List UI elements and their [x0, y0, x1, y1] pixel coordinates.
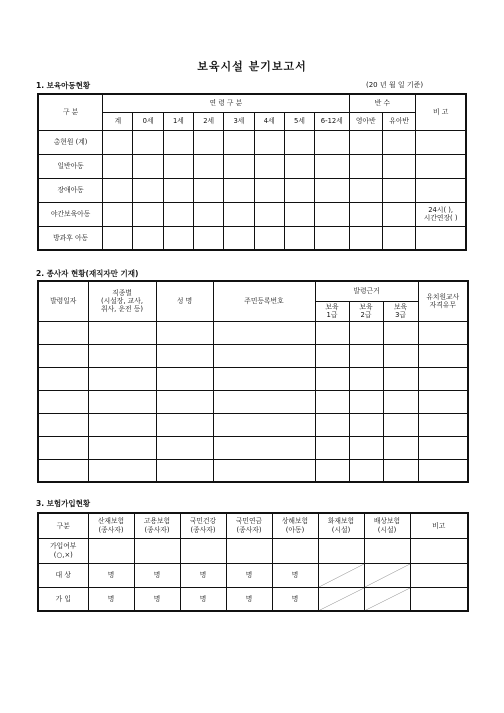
section-2-heading: 2. 종사자 현황(재직자만 기재)	[36, 269, 139, 278]
age-header: 4세	[254, 112, 284, 130]
insurance-header: 산재보험 (종사자)	[88, 513, 134, 538]
page-title: 보육시설 분기보고서	[197, 60, 307, 73]
resident-number-header: 주민등록번호	[213, 281, 315, 321]
diagonal-cell	[318, 587, 364, 611]
note-header: 비 고	[416, 94, 466, 130]
unit-label: 명	[88, 587, 134, 611]
table-row	[38, 226, 466, 250]
unit-label: 명	[272, 587, 318, 611]
staff-status-table	[37, 280, 469, 483]
gubun-header: 구분	[38, 513, 88, 538]
row-label: 총현원 (계)	[38, 130, 103, 154]
row-label: 가입여부 (○,×)	[38, 538, 88, 563]
row-label: 대 상	[38, 563, 88, 587]
unit-label: 명	[180, 587, 226, 611]
name-header: 성 명	[156, 281, 213, 321]
note-header: 비고	[410, 513, 468, 538]
insurance-header: 고용보험 (종사자)	[134, 513, 180, 538]
age-header: 0세	[133, 112, 163, 130]
diagonal-cell	[364, 587, 410, 611]
age-header: 계	[103, 112, 133, 130]
table-row	[38, 344, 468, 367]
diagonal-cell	[364, 563, 410, 587]
age-header: 2세	[194, 112, 224, 130]
table-row	[38, 178, 466, 202]
table-row	[38, 413, 468, 436]
table-row	[38, 130, 466, 154]
unit-label: 명	[88, 563, 134, 587]
child-status-table	[37, 93, 467, 251]
row-label: 일반아동	[38, 154, 103, 178]
table-row	[38, 321, 468, 344]
row-label: 가 입	[38, 587, 88, 611]
teacher-license-header: 유치원교사 자격유무	[418, 281, 468, 321]
row-label: 야간보육아동	[38, 202, 103, 226]
insurance-header: 상해보험 (아동)	[272, 513, 318, 538]
age-header: 5세	[284, 112, 314, 130]
age-header: 6-12세	[315, 112, 349, 130]
unit-label: 명	[134, 587, 180, 611]
insurance-table	[37, 512, 469, 612]
class-count-header: 반 수	[349, 94, 416, 112]
insurance-header: 국민건강 (종사자)	[180, 513, 226, 538]
class-header: 영아반	[349, 112, 382, 130]
grade-header: 보육 3급	[383, 301, 418, 321]
insurance-header: 화재보험 (시설)	[318, 513, 364, 538]
job-type-header: 직종별 (시설장, 교사, 취사, 운전 등)	[88, 281, 156, 321]
age-header: 1세	[163, 112, 193, 130]
table-row	[38, 538, 468, 563]
gubun-header: 구 분	[38, 94, 103, 130]
table-row	[38, 202, 466, 226]
unit-label: 명	[226, 563, 272, 587]
row-label: 장애아동	[38, 178, 103, 202]
insurance-header: 국민연금 (종사자)	[226, 513, 272, 538]
age-header: 3세	[224, 112, 254, 130]
grade-header: 보육 2급	[349, 301, 383, 321]
table-row	[38, 459, 468, 482]
table-row	[38, 587, 468, 611]
unit-label: 명	[272, 563, 318, 587]
insurance-header: 배상보험 (시설)	[364, 513, 410, 538]
table-row	[38, 154, 466, 178]
unit-label: 명	[226, 587, 272, 611]
section-1-heading: 1. 보육아동현황	[36, 81, 91, 90]
unit-label: 명	[134, 563, 180, 587]
night-care-note: 24시( ), 시간연장( )	[416, 202, 466, 226]
unit-label: 명	[180, 563, 226, 587]
table-row	[38, 390, 468, 413]
class-header: 유아반	[382, 112, 415, 130]
appointment-date-header: 발령일자	[38, 281, 88, 321]
age-group-header: 연 령 구 분	[103, 94, 349, 112]
grade-header: 보육 1급	[315, 301, 349, 321]
row-label: 방과후 아동	[38, 226, 103, 250]
appointment-basis-header: 발령근거	[315, 281, 418, 301]
table-row	[38, 436, 468, 459]
diagonal-cell	[318, 563, 364, 587]
table-row	[38, 367, 468, 390]
table-row	[38, 563, 468, 587]
reference-date: (20 년 월 일 기준)	[366, 81, 424, 89]
section-3-heading: 3. 보험가입현황	[36, 499, 91, 508]
